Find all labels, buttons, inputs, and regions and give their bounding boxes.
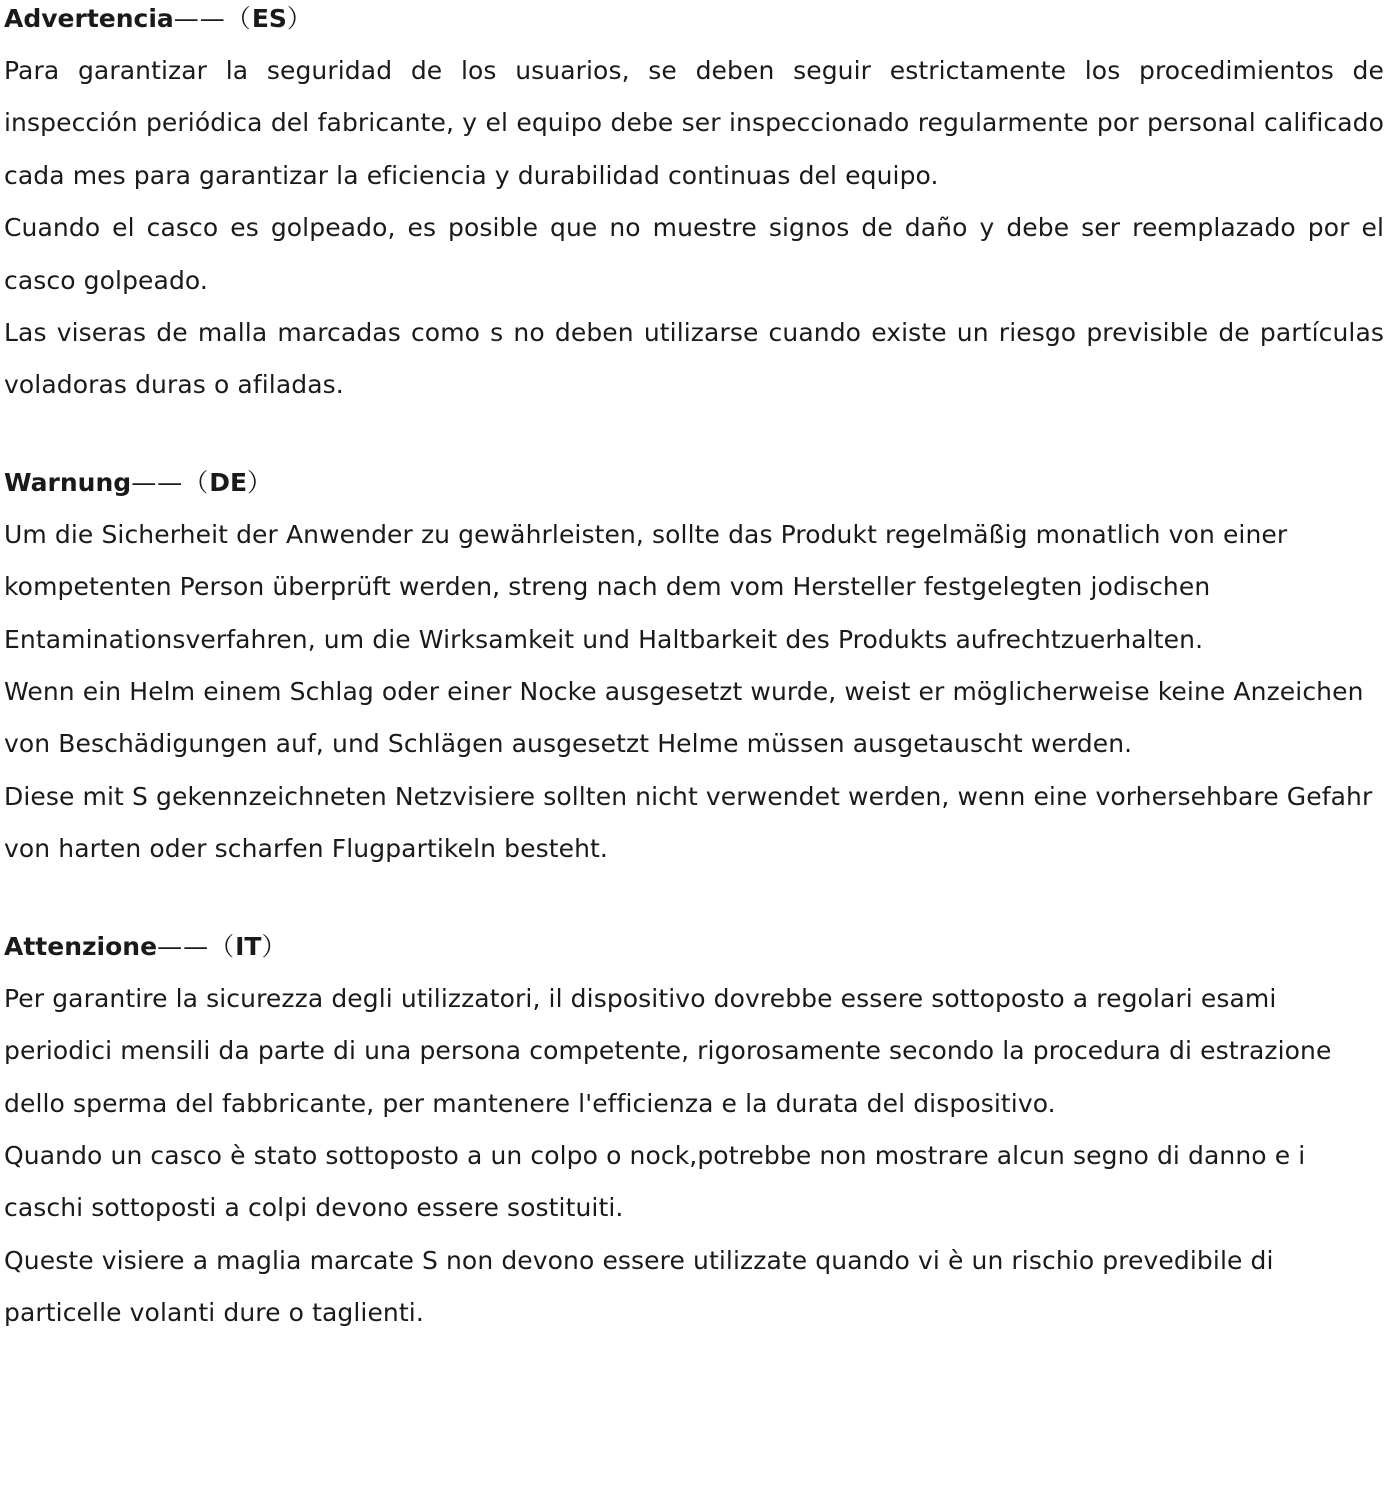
heading-separator: ——（ (131, 467, 210, 497)
heading-close: ） (286, 4, 313, 33)
paragraph: Cuando el casco es golpeado, es posible que no muestre signos de daño y debe ser reemplazado por el casco golpeado. (4, 213, 1384, 295)
paragraph: Para garantizar la seguridad de los usuarios, se deben seguir estrictamente los procedimientos de inspección periódica del fabricante, y el equipo debe ser inspeccionado regularmente por personal calificado cada mes para garantizar la eficiencia y durabilidad continuas del equipo. (4, 56, 1384, 190)
heading-separator: ——（ (173, 4, 252, 33)
section-spacer (4, 876, 1384, 928)
paragraph: Quando un casco è stato sottoposto a un colpo o nock,potrebbe non mostrare alcun segno di danno e i caschi sottoposti a colpi devono essere sostituiti. (4, 1140, 1306, 1223)
paragraph: Queste visiere a maglia marcate S non devono essere utilizzate quando vi è un rischio prevedibile di particelle volanti dure o taglienti. (4, 1245, 1274, 1328)
section-heading (4, 464, 1384, 502)
heading-title: Warnung (4, 467, 132, 497)
paragraph: Las viseras de malla marcadas como s no deben utilizarse cuando existe un riesgo previsible de partículas voladoras duras o afiladas. (4, 318, 1384, 400)
heading-title: Advertencia (4, 4, 174, 33)
language-code: ES (251, 4, 287, 33)
section-es (4, 0, 1384, 412)
section-heading (4, 0, 1384, 38)
paragraph: Um die Sicherheit der Anwender zu gewährleisten, sollte das Produkt regelmäßig monatlich von einer kompetenten Person überprüft werden, streng nach dem vom Hersteller festgelegten jodischen Entaminationsverfahren, um die Wirksamkeit und Haltbarkeit des Produkts aufrechtzuerhalten. (4, 519, 1288, 654)
section-heading (4, 928, 1384, 966)
heading-separator: ——（ (157, 931, 236, 961)
section-it (4, 928, 1384, 1340)
paragraph: Diese mit S gekennzeichneten Netzvisiere sollten nicht verwendet werden, wenn eine vorhersehbare Gefahr von harten oder scharfen Flugpartikeln besteht. (4, 781, 1373, 864)
warning-document (4, 0, 1384, 1340)
language-code: DE (209, 467, 248, 497)
paragraph: Wenn ein Helm einem Schlag oder einer Nocke ausgesetzt wurde, weist er möglicherweise keine Anzeichen von Beschädigungen auf, und Schlägen ausgesetzt Helme müssen ausgetauscht werden. (4, 677, 1364, 759)
language-code: IT (235, 931, 262, 961)
section-de (4, 464, 1384, 876)
heading-close: ） (247, 467, 274, 497)
heading-title: Attenzione (4, 931, 158, 961)
paragraph: Per garantire la sicurezza degli utilizzatori, il dispositivo dovrebbe essere sottoposto a regolari esami periodici mensili da parte di una persona competente, rigorosamente secondo la procedura di estrazione dello sperma del fabbricante, per mantenere l'efficienza e la durata del dispositivo. (4, 983, 1332, 1118)
section-spacer (4, 412, 1384, 464)
heading-close: ） (261, 931, 288, 961)
